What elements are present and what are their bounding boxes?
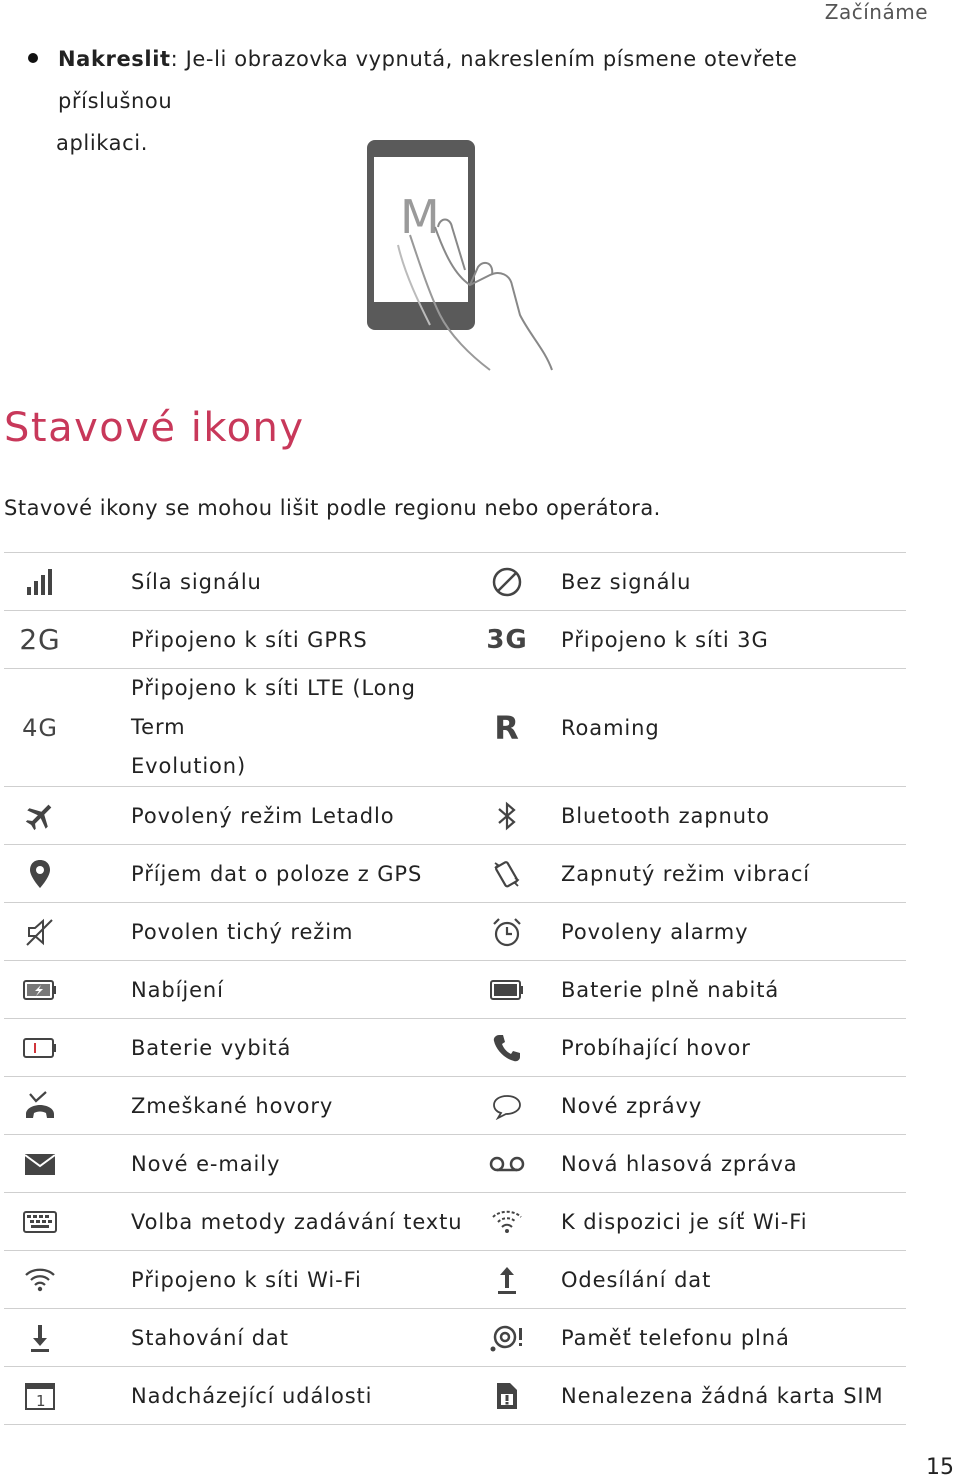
- table-cell-label: [76, 669, 471, 787]
- label-line-1: Připojeno k síti LTE (Long Term: [131, 676, 416, 739]
- vibrate-icon: [491, 858, 523, 890]
- table-cell-label: Bez signálu: [543, 553, 906, 611]
- intro-text: Stavové ikony se mohou lišit podle regionu nebo operátora.: [4, 496, 661, 520]
- table-cell-label: Roaming: [543, 669, 906, 787]
- label-line-2: Evolution): [131, 754, 247, 778]
- wifi-connected-icon: [23, 1266, 57, 1294]
- table-cell-label: Povolen tichý režim: [76, 903, 471, 961]
- table-cell-label: Baterie vybitá: [76, 1019, 471, 1077]
- table-cell-label: K dispozici je síť Wi-Fi: [543, 1193, 906, 1251]
- voicemail-icon: [487, 1152, 527, 1176]
- table-row: [4, 961, 906, 1019]
- table-cell-label: Baterie plně nabitá: [543, 961, 906, 1019]
- battery-full-icon: [489, 978, 525, 1002]
- missed-call-icon: [22, 1090, 58, 1122]
- calendar-day: 1: [36, 1391, 47, 1410]
- table-cell-label: Paměť telefonu plná: [543, 1309, 906, 1367]
- table-cell-label: Odesílání dat: [543, 1251, 906, 1309]
- table-cell-label: Zmeškané hovory: [76, 1077, 471, 1135]
- table-cell-label: Síla signálu: [76, 553, 471, 611]
- upload-icon: [494, 1264, 520, 1296]
- table-cell-label: Nadcházející události: [76, 1367, 471, 1425]
- bullet-dot: [28, 53, 38, 63]
- phone-call-icon: [491, 1032, 523, 1064]
- no-signal-icon: [491, 566, 523, 598]
- 4g-icon: 4G: [22, 713, 58, 742]
- page-number: 15: [926, 1455, 954, 1480]
- bluetooth-icon: [494, 800, 520, 832]
- table-row: [4, 1367, 906, 1425]
- table-cell-label: Stahování dat: [76, 1309, 471, 1367]
- calendar-icon: [23, 1380, 57, 1412]
- 3g-icon: 3G: [486, 624, 528, 655]
- table-cell-label: Nová hlasová zpráva: [543, 1135, 906, 1193]
- airplane-icon: [24, 800, 56, 832]
- table-row: [4, 845, 906, 903]
- status-icons-table: [4, 552, 906, 1425]
- table-cell-label: Nové zprávy: [543, 1077, 906, 1135]
- table-cell-label: Povoleny alarmy: [543, 903, 906, 961]
- table-cell-label: Zapnutý režim vibrací: [543, 845, 906, 903]
- table-cell-label: Nabíjení: [76, 961, 471, 1019]
- table-row: [4, 1309, 906, 1367]
- silent-mode-icon: [24, 916, 56, 948]
- table-row: [4, 611, 906, 669]
- download-icon: [27, 1322, 53, 1354]
- table-cell-label: Připojeno k síti 3G: [543, 611, 906, 669]
- message-bubble-icon: [491, 1092, 523, 1120]
- table-row: [4, 1193, 906, 1251]
- table-cell-label: Nenalezena žádná karta SIM: [543, 1367, 906, 1425]
- table-row: [4, 787, 906, 845]
- draw-gesture-illustration: [360, 135, 560, 375]
- section-title: Stavové ikony: [4, 405, 305, 451]
- alarm-clock-icon: [491, 916, 523, 948]
- running-header: Začínáme: [824, 0, 928, 24]
- table-cell-label: Bluetooth zapnuto: [543, 787, 906, 845]
- keyboard-icon: [21, 1208, 59, 1236]
- bullet-description-cont: aplikaci.: [56, 131, 148, 155]
- table-row: [4, 669, 906, 787]
- signal-strength-icon: [23, 567, 57, 597]
- gesture-letter: M: [400, 190, 440, 244]
- bullet-term: Nakreslit: [58, 47, 171, 71]
- email-icon: [22, 1150, 58, 1178]
- wifi-available-icon: [490, 1208, 524, 1236]
- table-row: [4, 903, 906, 961]
- table-cell-label: Připojeno k síti Wi-Fi: [76, 1251, 471, 1309]
- storage-full-icon: [488, 1322, 526, 1354]
- battery-charging-icon: [22, 978, 58, 1002]
- table-row: [4, 1251, 906, 1309]
- table-row: [4, 1077, 906, 1135]
- table-cell-label: Příjem dat o poloze z GPS: [76, 845, 471, 903]
- table-row: [4, 1135, 906, 1193]
- no-sim-icon: [492, 1380, 522, 1412]
- table-cell-label: Probíhající hovor: [543, 1019, 906, 1077]
- battery-empty-icon: [22, 1036, 58, 1060]
- bullet-description: Je-li obrazovka vypnutá, nakreslením písmene otevřete příslušnou: [58, 47, 798, 113]
- table-row: [4, 553, 906, 611]
- table-cell-label: Připojeno k síti GPRS: [76, 611, 471, 669]
- table-cell-label: Povolený režim Letadlo: [76, 787, 471, 845]
- gps-location-icon: [27, 858, 53, 890]
- table-cell-label: Nové e-maily: [76, 1135, 471, 1193]
- table-row: [4, 1019, 906, 1077]
- table-cell-label: Volba metody zadávání textu: [76, 1193, 471, 1251]
- bullet-sep: :: [170, 47, 179, 71]
- 2g-icon: 2G: [19, 623, 61, 656]
- roaming-icon: R: [494, 708, 520, 747]
